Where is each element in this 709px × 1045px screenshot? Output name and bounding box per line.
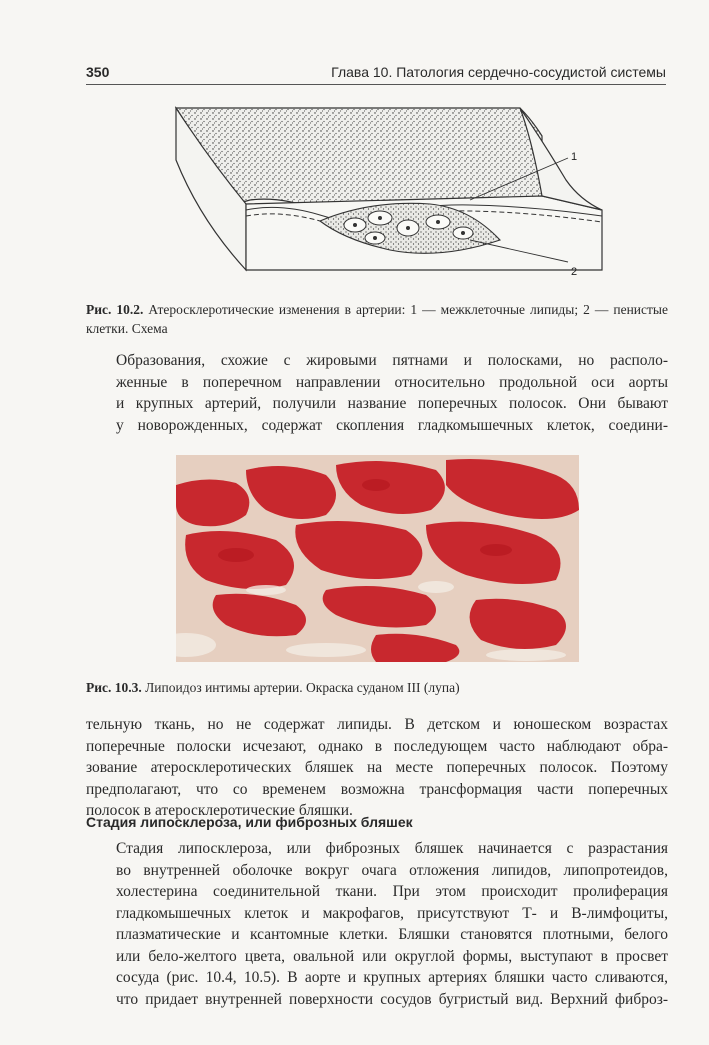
figure-label-1: 1 <box>571 151 578 163</box>
text-line: плазматические и ксантомные клетки. Бляшки становятся плотными, белого <box>116 926 668 943</box>
text-line: или бело-желтого цвета, овальной или округлой формы, выступают в просвет <box>116 947 668 965</box>
caption-text: Атеросклеротические изменения в артерии: 1 — межклеточные липиды; 2 — пенистые клетки. Схема <box>86 302 668 336</box>
running-title: Глава 10. Патология сердечно-сосудистой системы <box>331 64 666 80</box>
text-line: сосуда (рис. 10.4, 10.5). В аорте и крупных артериях бляшки часто сливаются, <box>116 969 668 986</box>
micrograph-figure <box>176 455 579 662</box>
text-line: холестерина соединительной ткани. При этом происходит пролиферация <box>116 883 668 900</box>
text-line: Стадия липосклероза, или фиброзных бляшек начинается с разрастания <box>116 840 668 857</box>
paragraph-2 <box>86 714 668 822</box>
figure-label-2: 2 <box>571 266 578 278</box>
text-line: предполагают, что со временем возможна трансформация части поперечных <box>86 780 668 798</box>
paragraph-3 <box>86 838 668 1010</box>
text-line: что придает внутренней поверхности сосудов бугристый вид. Верхний фиброз- <box>116 990 668 1008</box>
section-heading: Стадия липосклероза, или фиброзных бляшек <box>86 814 413 830</box>
paragraph-1 <box>86 350 668 436</box>
caption-text: Липоидоз интимы артерии. Окраска суданом III (лупа) <box>141 680 460 695</box>
text-line: и крупных артерий, получили название поперечных полосок. Они бывают <box>116 395 668 412</box>
page-header <box>86 62 666 85</box>
text-line: женные в поперечном направлении относительно продольной оси аорты <box>116 373 668 391</box>
text-line: тельную ткань, но не содержат липиды. В детском и юношеском возрастах <box>86 716 668 733</box>
text-line: гладкомышечных клеток и макрофагов, присутствуют Т- и В-лимфоциты, <box>116 904 668 922</box>
text-line: во внутренней оболочке вокруг очага отложения липидов, липопротеидов, <box>116 861 668 879</box>
text-line: зование атеросклеротических бляшек на месте поперечных полосок. Поэтому <box>86 759 668 776</box>
text-line: у новорожденных, содержат скопления гладкомышечных клеток, соедини- <box>116 416 668 434</box>
figure-caption-10-3 <box>86 678 668 697</box>
figure-caption-10-2 <box>86 300 668 338</box>
text-line: поперечные полоски исчезают, однако в последующем часто наблюдают обра- <box>86 737 668 755</box>
text-line: Образования, схожие с жировыми пятнами и полосками, но располо- <box>116 352 668 369</box>
page-number: 350 <box>86 64 110 80</box>
caption-label: Рис. 10.2. <box>86 302 144 317</box>
text-line: полосок в атеросклеротические бляшки. <box>86 802 353 819</box>
caption-label: Рис. 10.3. <box>86 680 142 695</box>
artery-schematic-figure <box>170 100 610 280</box>
